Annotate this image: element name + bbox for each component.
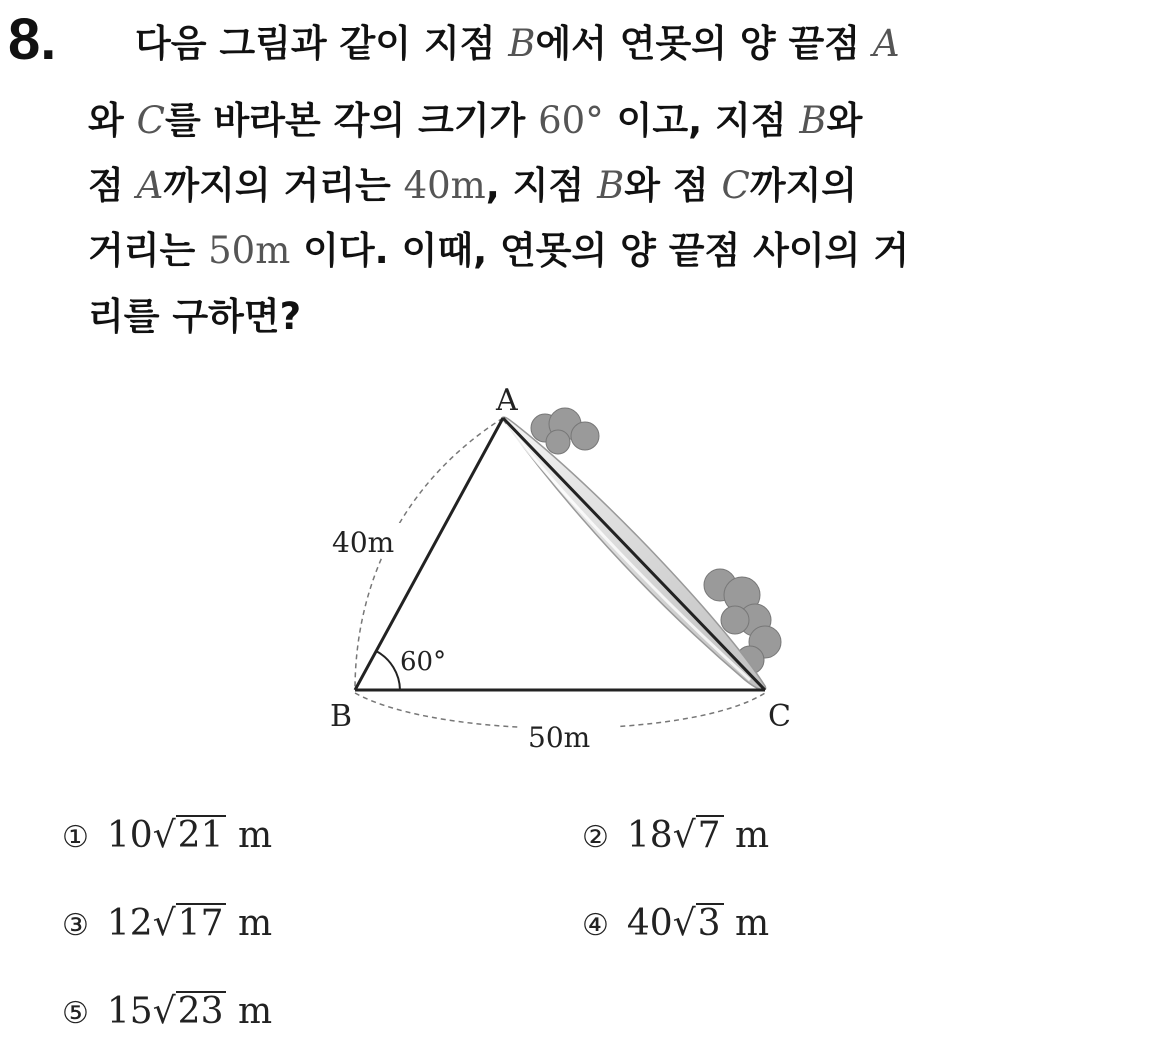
side-ac — [503, 418, 765, 690]
question-line-4: 거리는 50m 이다. 이때, 연못의 양 끝점 사이의 거 — [88, 229, 909, 272]
question-line-1: 다음 그림과 같이 지점 B에서 연못의 양 끝점 A — [135, 22, 900, 65]
radical-icon: √ — [672, 903, 696, 944]
option-5-mark: ⑤ — [62, 996, 89, 1031]
option-2[interactable]: ② 18√7 m — [582, 815, 770, 856]
option-4-mark: ④ — [582, 908, 609, 943]
side-ab-length-label: 40m — [332, 526, 395, 559]
point-a-label: A — [496, 383, 518, 418]
question-line-3: 점 A까지의 거리는 40m, 지점 B와 점 C까지의 — [88, 164, 858, 207]
side-bc-length-label: 50m — [528, 721, 591, 754]
option-4[interactable]: ④ 40√3 m — [582, 903, 770, 944]
question-line-5: 리를 구하면? — [88, 295, 302, 338]
question-number: 8. — [8, 7, 57, 72]
angle-b-label: 60° — [400, 647, 447, 677]
point-c-label: C — [768, 699, 791, 734]
option-5[interactable]: ⑤ 15√23 m — [62, 991, 273, 1032]
point-b-label: B — [330, 699, 353, 734]
option-1-mark: ① — [62, 820, 89, 855]
radical-icon: √ — [152, 815, 176, 856]
radical-icon: √ — [672, 815, 696, 856]
question-line-2: 와 C를 바라본 각의 크기가 60° 이고, 지점 B와 — [88, 99, 863, 142]
option-1[interactable]: ① 10√21 m — [62, 815, 273, 856]
radical-icon: √ — [152, 991, 176, 1032]
angle-arc — [376, 651, 400, 690]
radical-icon: √ — [152, 903, 176, 944]
option-3[interactable]: ③ 12√17 m — [62, 903, 273, 944]
option-3-mark: ③ — [62, 908, 89, 943]
triangle-pond-figure — [310, 380, 830, 770]
option-2-mark: ② — [582, 820, 609, 855]
